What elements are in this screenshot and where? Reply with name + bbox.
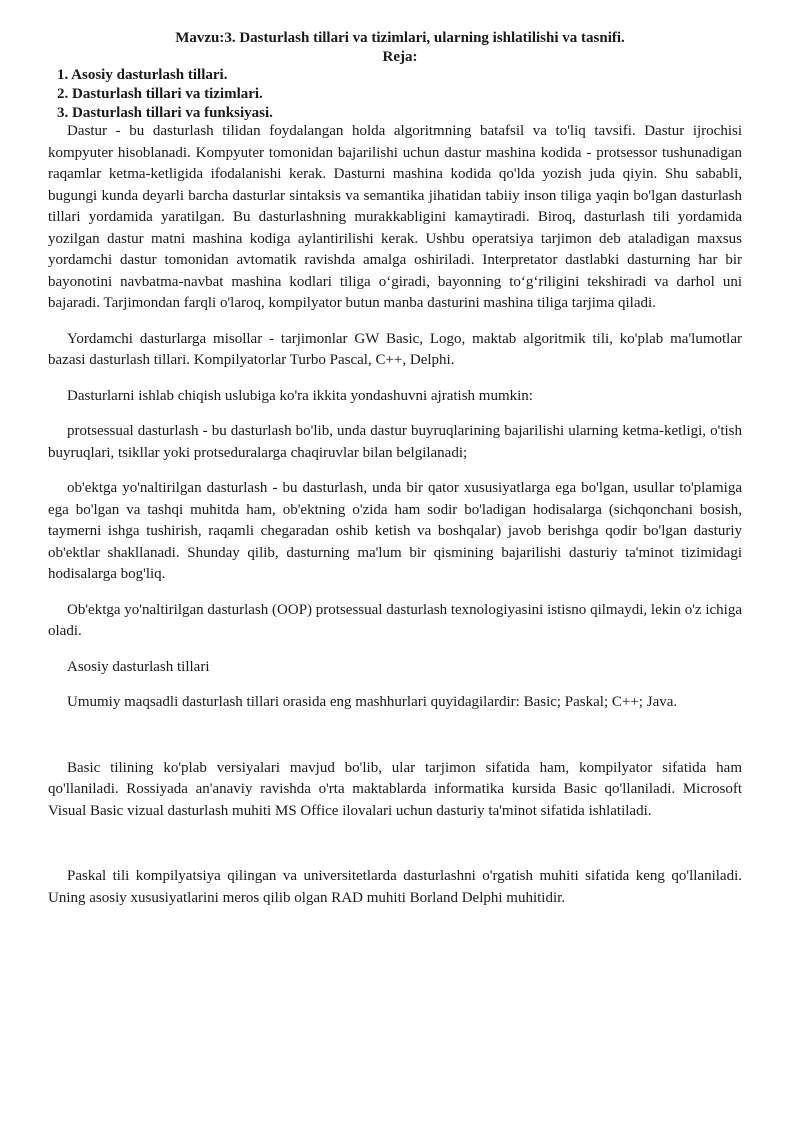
plan-item: 3. Dasturlash tillari va funksiyasi. bbox=[57, 105, 273, 121]
plan-list bbox=[57, 66, 273, 123]
paragraph-intro: Dastur - bu dasturlash tilidan foydalangan holda algoritmning batafsil va to'liq tavsifi. Dastur ijrochisi kompyuter hisoblanadi. Kompyuter tomonidan bajarilishi uchun dastur mashina kodida - protsessor tushunadigan raqamlar ketma-ketligida ifodalanishi kerak. Dasturni mashina kodida qo'lda yozish juda qiyin. Shu sababli, bugungi kunda deyarli barcha dasturlar sintaksis va semantika jihatidan tabiiy inson tiliga yaqin bo'lgan dasturlash tillari yordamida yaratilgan. Bu dasturlashning murakkabligini kamaytiradi. Biroq, dasturlash tili yordamida yozilgan dastur matni mashina kodiga aylantirilishi kerak. Ushbu operatsiya tarjimon deb ataladigan maxsus yordamchi dastur tomonidan avtomatik ravishda amalga oshiriladi. Interpretator dastlabki dasturning har bir bayonotini navbatma-navbat mashina kodlari tiliga o‘giradi, bayonning to‘g‘riligini tekshiradi va darhol uni bajaradi. Tarjimondan farqli o'laroq, kompilyator butun manba dasturini mashina tiliga tarjima qiladi. bbox=[48, 123, 742, 311]
paragraph-popular-languages: Umumiy maqsadli dasturlash tillari orasida eng mashhurlari quyidagilardir: Basic; Paskal; C++; Java. bbox=[67, 694, 678, 710]
paragraph-oop-note: Ob'ektga yo'naltirilgan dasturlash (OOP) protsessual dasturlash texnologiyasini istisno qilmaydi, lekin o'z ichiga oladi. bbox=[48, 601, 742, 639]
document-body bbox=[48, 121, 742, 909]
plan-heading: Reja: bbox=[382, 49, 418, 65]
paragraph-procedural: protsessual dasturlash - bu dasturlash bo'lib, unda dastur buyruqlarining bajarilishi ularning ketma-ketligi, o'tish buyruqlari, tsikllar yoki protseduralarga chaqiruvlar bilan belgilanadi; bbox=[48, 423, 742, 461]
section-heading: Asosiy dasturlash tillari bbox=[67, 658, 210, 675]
paragraph-pascal: Paskal tili kompilyatsiya qilingan va universitetlarda dasturlashni o'rgatish muhiti sifatida keng qo'llaniladi. Uning asosiy xususiyatlarini meros qilib olgan RAD muhiti Borland Delphi muhitidir. bbox=[48, 868, 742, 906]
paragraph-approaches: Dasturlarni ishlab chiqish uslubiga ko'ra ikkita yondashuvni ajratish mumkin: bbox=[67, 387, 533, 404]
topic-title: Mavzu:3. Dasturlash tillari va tizimlari, ularning ishlatilishi va tasnifi. bbox=[175, 30, 625, 46]
paragraph-oop: ob'ektga yo'naltirilgan dasturlash - bu dasturlash, unda bir qator xususiyatlarga ega bo'lgan, usullar to'plamiga ega bo'lgan va tashqi muhitda ham, ob'ektning o'zida ham sodir bo'ladigan hodisalarga (sichqonchani bosish, taymerni ishga tushirish, raqamli chegaradan oshib ketish va boshqalar) javob berishga qodir bo'lgan dasturiy ob'ektlar shakllanadi. Shunday qilib, dasturning ma'lum bir qismining bajarilishi dasturiy ta'minot tizimidagi hodisalarga bog'liq. bbox=[48, 480, 742, 582]
plan-item: 2. Dasturlash tillari va tizimlari. bbox=[57, 86, 263, 102]
paragraph-examples: Yordamchi dasturlarga misollar - tarjimonlar GW Basic, Logo, maktab algoritmik tili, ko'plab ma'lumotlar bazasi dasturlash tillari. Kompilyatorlar Turbo Pascal, C++, Delphi. bbox=[48, 330, 742, 368]
plan-item: 1. Asosiy dasturlash tillari. bbox=[57, 67, 228, 83]
document-header bbox=[0, 29, 800, 67]
paragraph-basic: Basic tilining ko'plab versiyalari mavjud bo'lib, ular tarjimon sifatida ham, kompilyator sifatida ham qo'llaniladi. Rossiyada an'anaviy ravishda o'rta maktablarda informatika kursida Basic qo'llaniladi. Microsoft Visual Basic vizual dasturlash muhiti MS Office ilovalari uchun dasturiy ta'minot sifatida ishlatiladi. bbox=[48, 759, 742, 819]
